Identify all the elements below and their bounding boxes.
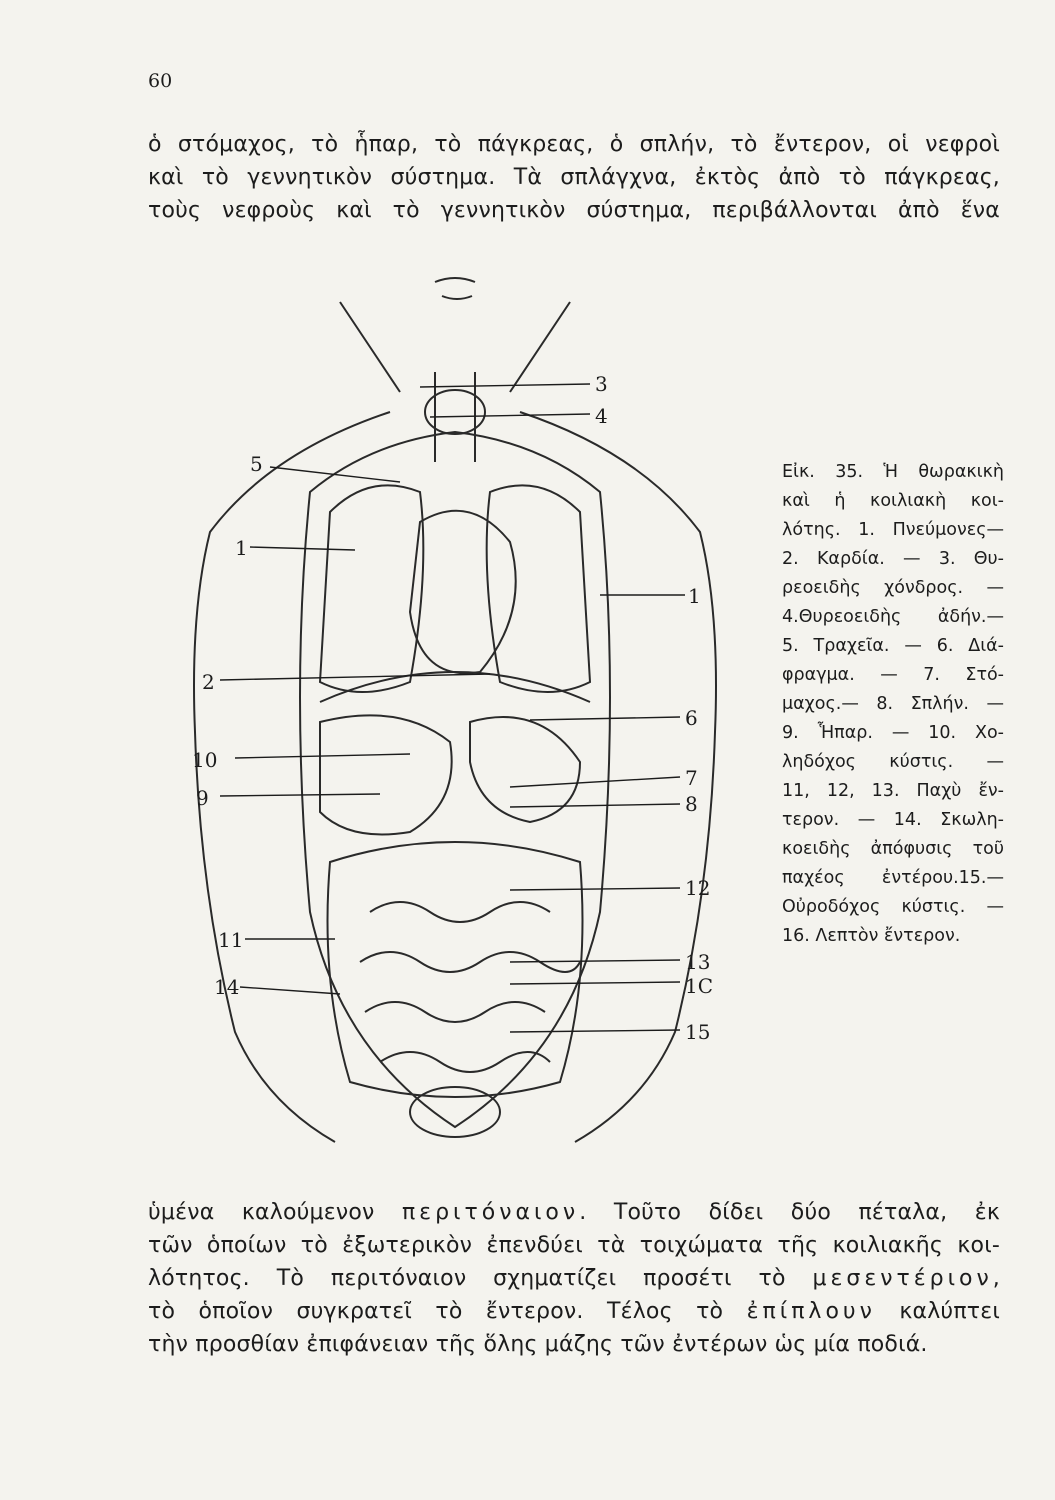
text-line	[148, 1295, 1000, 1328]
text-line: ὁ στόμαχος, τὸ ἧπαρ, τὸ πάγκρεας, ὁ σπλήν, τὸ ἔντερον, οἱ νεφροὶ	[148, 132, 1000, 157]
text-run: ὑμένα καλούμενον	[148, 1200, 402, 1225]
text-run: τὸ ὁποῖον συγκρατεῖ τὸ ἔντερον. Τέλος τὸ	[148, 1299, 747, 1324]
callout-4: 4	[595, 404, 608, 428]
text-line: τῶν ὁποίων τὸ ἐξωτερικὸν ἐπενδύει τὰ τοιχώματα τῆς κοιλιακῆς κοι-	[148, 1233, 1000, 1258]
callout-9: 9	[196, 786, 209, 810]
caption-line: Εἰκ. 35. Ἡ θωρακικὴ	[782, 462, 1004, 482]
top-paragraph	[148, 128, 1000, 227]
callout-7: 7	[685, 766, 698, 790]
callout-8: 8	[685, 792, 698, 816]
callout-14: 14	[214, 975, 240, 999]
callout-6: 6	[685, 706, 698, 730]
text-line: τοὺς νεφροὺς καὶ τὸ γεννητικὸν σύστημα, περιβάλλονται ἀπὸ ἕνα	[148, 198, 1000, 223]
spaced-term: μεσεντέριον	[812, 1266, 993, 1291]
page-number: 60	[148, 70, 173, 92]
text-line: τὴν προσθίαν ἐπιφάνειαν τῆς ὅλης μάζης τῶν ἐντέρων ὡς μία ποδιά.	[148, 1332, 928, 1357]
caption-line: 9. Ἧπαρ. — 10. Χο-	[782, 723, 1004, 743]
bottom-paragraph	[148, 1196, 1000, 1361]
callout-10: 10	[192, 748, 218, 772]
callout-13: 13	[685, 950, 711, 974]
text-run: καλύπτει	[875, 1299, 1000, 1324]
torso-illustration	[180, 262, 770, 1182]
callout-1-left: 1	[235, 536, 248, 560]
text-line: καὶ τὸ γεννητικὸν σύστημα. Τὰ σπλάγχνα, ἐκτὸς ἀπὸ τὸ πάγκρεας,	[148, 165, 1000, 190]
caption-line: μαχος.— 8. Σπλήν. —	[782, 694, 1004, 714]
caption-line: τερον. — 14. Σκωλη-	[782, 810, 1004, 830]
text-run: ,	[992, 1266, 1000, 1291]
caption-line: ρεοειδὴς χόνδρος. —	[782, 578, 1004, 598]
callout-2: 2	[202, 670, 215, 694]
callout-16: 1C	[685, 974, 714, 998]
callout-12: 12	[685, 876, 711, 900]
anatomy-figure	[180, 262, 770, 1182]
text-line	[148, 1262, 1000, 1295]
caption-line: παχέος ἐντέρου.15.—	[782, 868, 1004, 888]
caption-line: κοειδὴς ἀπόφυσις τοῦ	[782, 839, 1004, 859]
spaced-term: περιτόναιον	[401, 1200, 580, 1225]
caption-line: ληδόχος κύστις. —	[782, 752, 1004, 772]
caption-line: καὶ ἡ κοιλιακὴ κοι-	[782, 491, 1004, 511]
callout-1-right: 1	[688, 584, 701, 608]
text-run: λότητος. Τὸ περιτόναιον σχηματίζει προσέτι τὸ	[148, 1266, 813, 1291]
caption-line: 4.Θυρεοειδὴς ἀδήν.—	[782, 607, 1004, 627]
caption-line: λότης. 1. Πνεύμονες—	[782, 520, 1004, 540]
text-run: . Τοῦτο δίδει δύο πέταλα, ἐκ	[579, 1200, 1001, 1225]
callout-5: 5	[250, 452, 263, 476]
caption-line: Οὐροδόχος κύστις. —	[782, 897, 1004, 917]
spaced-term: ἐπίπλουν	[746, 1299, 876, 1324]
callout-15: 15	[685, 1020, 711, 1044]
caption-line: 2. Καρδία. — 3. Θυ-	[782, 549, 1004, 569]
callout-3: 3	[595, 372, 608, 396]
caption-line: 11, 12, 13. Παχὺ ἔν-	[782, 781, 1004, 801]
caption-line: 16. Λεπτὸν ἔντερον.	[782, 926, 961, 946]
caption-line: φραγμα. — 7. Στό-	[782, 665, 1004, 685]
callout-11: 11	[218, 928, 244, 952]
caption-line: 5. Τραχεῖα. — 6. Διά-	[782, 636, 1004, 656]
figure-caption	[782, 458, 1004, 951]
text-line	[148, 1196, 1000, 1229]
